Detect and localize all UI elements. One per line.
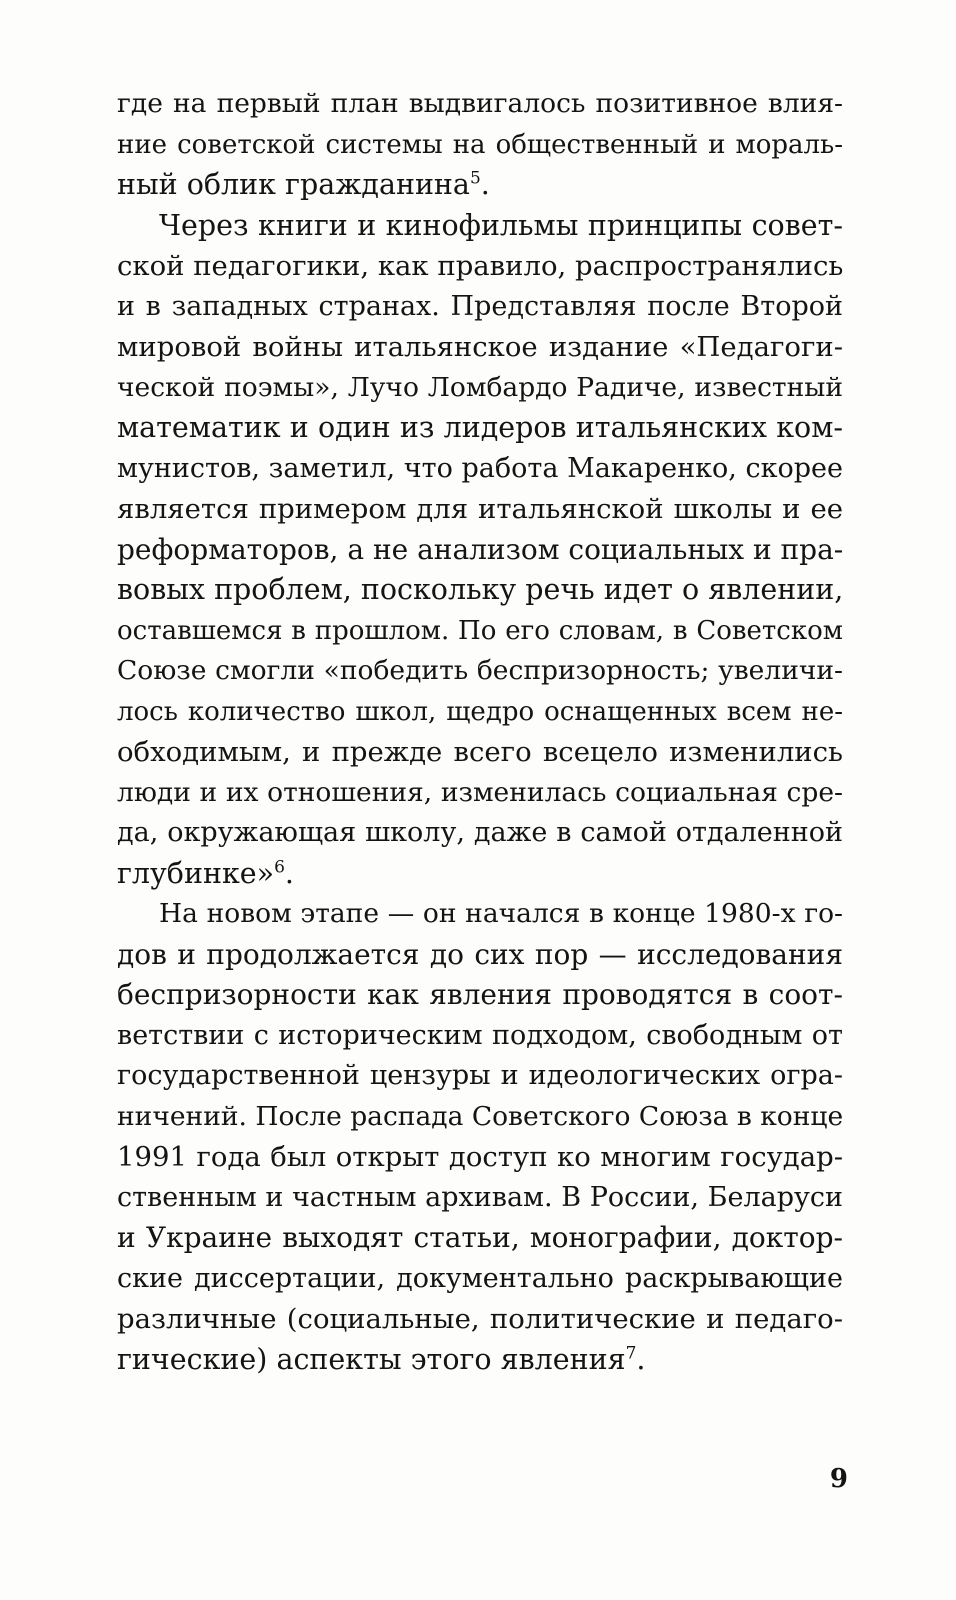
text-line: реформаторов, а не анализом социальных и пра- (117, 532, 844, 566)
text-line: и в западных странах. Представляя после Второй (117, 290, 843, 322)
text-line: математик и один из лидеров итальянских ком- (117, 411, 843, 444)
punctuation: . (636, 1342, 646, 1376)
text-line: ветствии с историческим подходом, свободным от (117, 1019, 843, 1051)
paragraph (117, 894, 843, 1380)
text-line: мировой войны итальянское издание «Педагоги- (117, 331, 843, 363)
paragraph (117, 84, 843, 206)
text-line: является примером для итальянской школы и ее (117, 493, 843, 525)
text-line: ские диссертации, документально раскрывающие (117, 1262, 843, 1294)
text-line: люди и их отношения, изменилась социальная сре- (117, 776, 843, 808)
text-line: ничений. После распада Советского Союза в конце (117, 1100, 844, 1132)
text-line: дов и продолжается до сих пор — исследования (117, 937, 843, 971)
text-fragment: глубинке» (117, 856, 275, 890)
text-line: На новом этапе — он начался в конце 1980-х го- (159, 898, 843, 929)
text-line: да, окружающая школу, даже в самой отдаленной (117, 817, 843, 848)
paragraph (117, 206, 843, 895)
text-line: и Украине выходят статьи, монографии, доктор- (117, 1221, 843, 1254)
punctuation: . (284, 856, 294, 890)
text-line: ственным и частным архивам. В России, Беларуси (117, 1181, 843, 1213)
text-line (117, 1340, 843, 1381)
text-line: обходимым, и прежде всего всецело изменились (117, 736, 843, 768)
text-line: где на первый план выдвигалось позитивное влия- (117, 88, 843, 119)
page-number: 9 (829, 1464, 848, 1494)
footnote-marker: 5 (469, 168, 481, 189)
text-fragment: ный облик гражданина (117, 168, 470, 201)
punctuation: . (480, 168, 490, 201)
text-line: беспризорности как явления проводятся в соот- (117, 978, 843, 1011)
text-line: вовых проблем, поскольку речь идет о явлении, (117, 573, 844, 606)
text-line: различные (социальные, политические и педаго- (117, 1303, 843, 1335)
text-line: Через книги и кинофильмы принципы совет- (159, 208, 843, 242)
text-line: ческой поэмы», Лучо Ломбардо Радиче, известный (117, 371, 843, 403)
text-line: государственной цензуры и идеологических огра- (117, 1060, 843, 1091)
text-line: мунистов, заметил, что работа Макаренко, скорее (117, 452, 843, 484)
text-fragment: гические) аспекты этого явления (117, 1342, 626, 1376)
text-line: ние советской системы на общественный и мораль- (117, 129, 843, 160)
text-line (117, 165, 843, 206)
text-line: Союзе смогли «победить беспризорность; увеличи- (117, 655, 843, 686)
text-line: оставшемся в прошлом. По его словам, в Советском (117, 615, 843, 646)
text-line (117, 854, 843, 895)
footnote-marker: 7 (625, 1343, 637, 1363)
text-line: лось количество школ, щедро оснащенных всем не- (117, 696, 843, 727)
footnote-marker: 6 (274, 857, 285, 877)
text-line: 1991 года был открыт доступ ко многим государ- (117, 1141, 843, 1173)
text-line: ской педагогики, как правило, распространялись (117, 250, 844, 282)
body-text (117, 84, 843, 1380)
